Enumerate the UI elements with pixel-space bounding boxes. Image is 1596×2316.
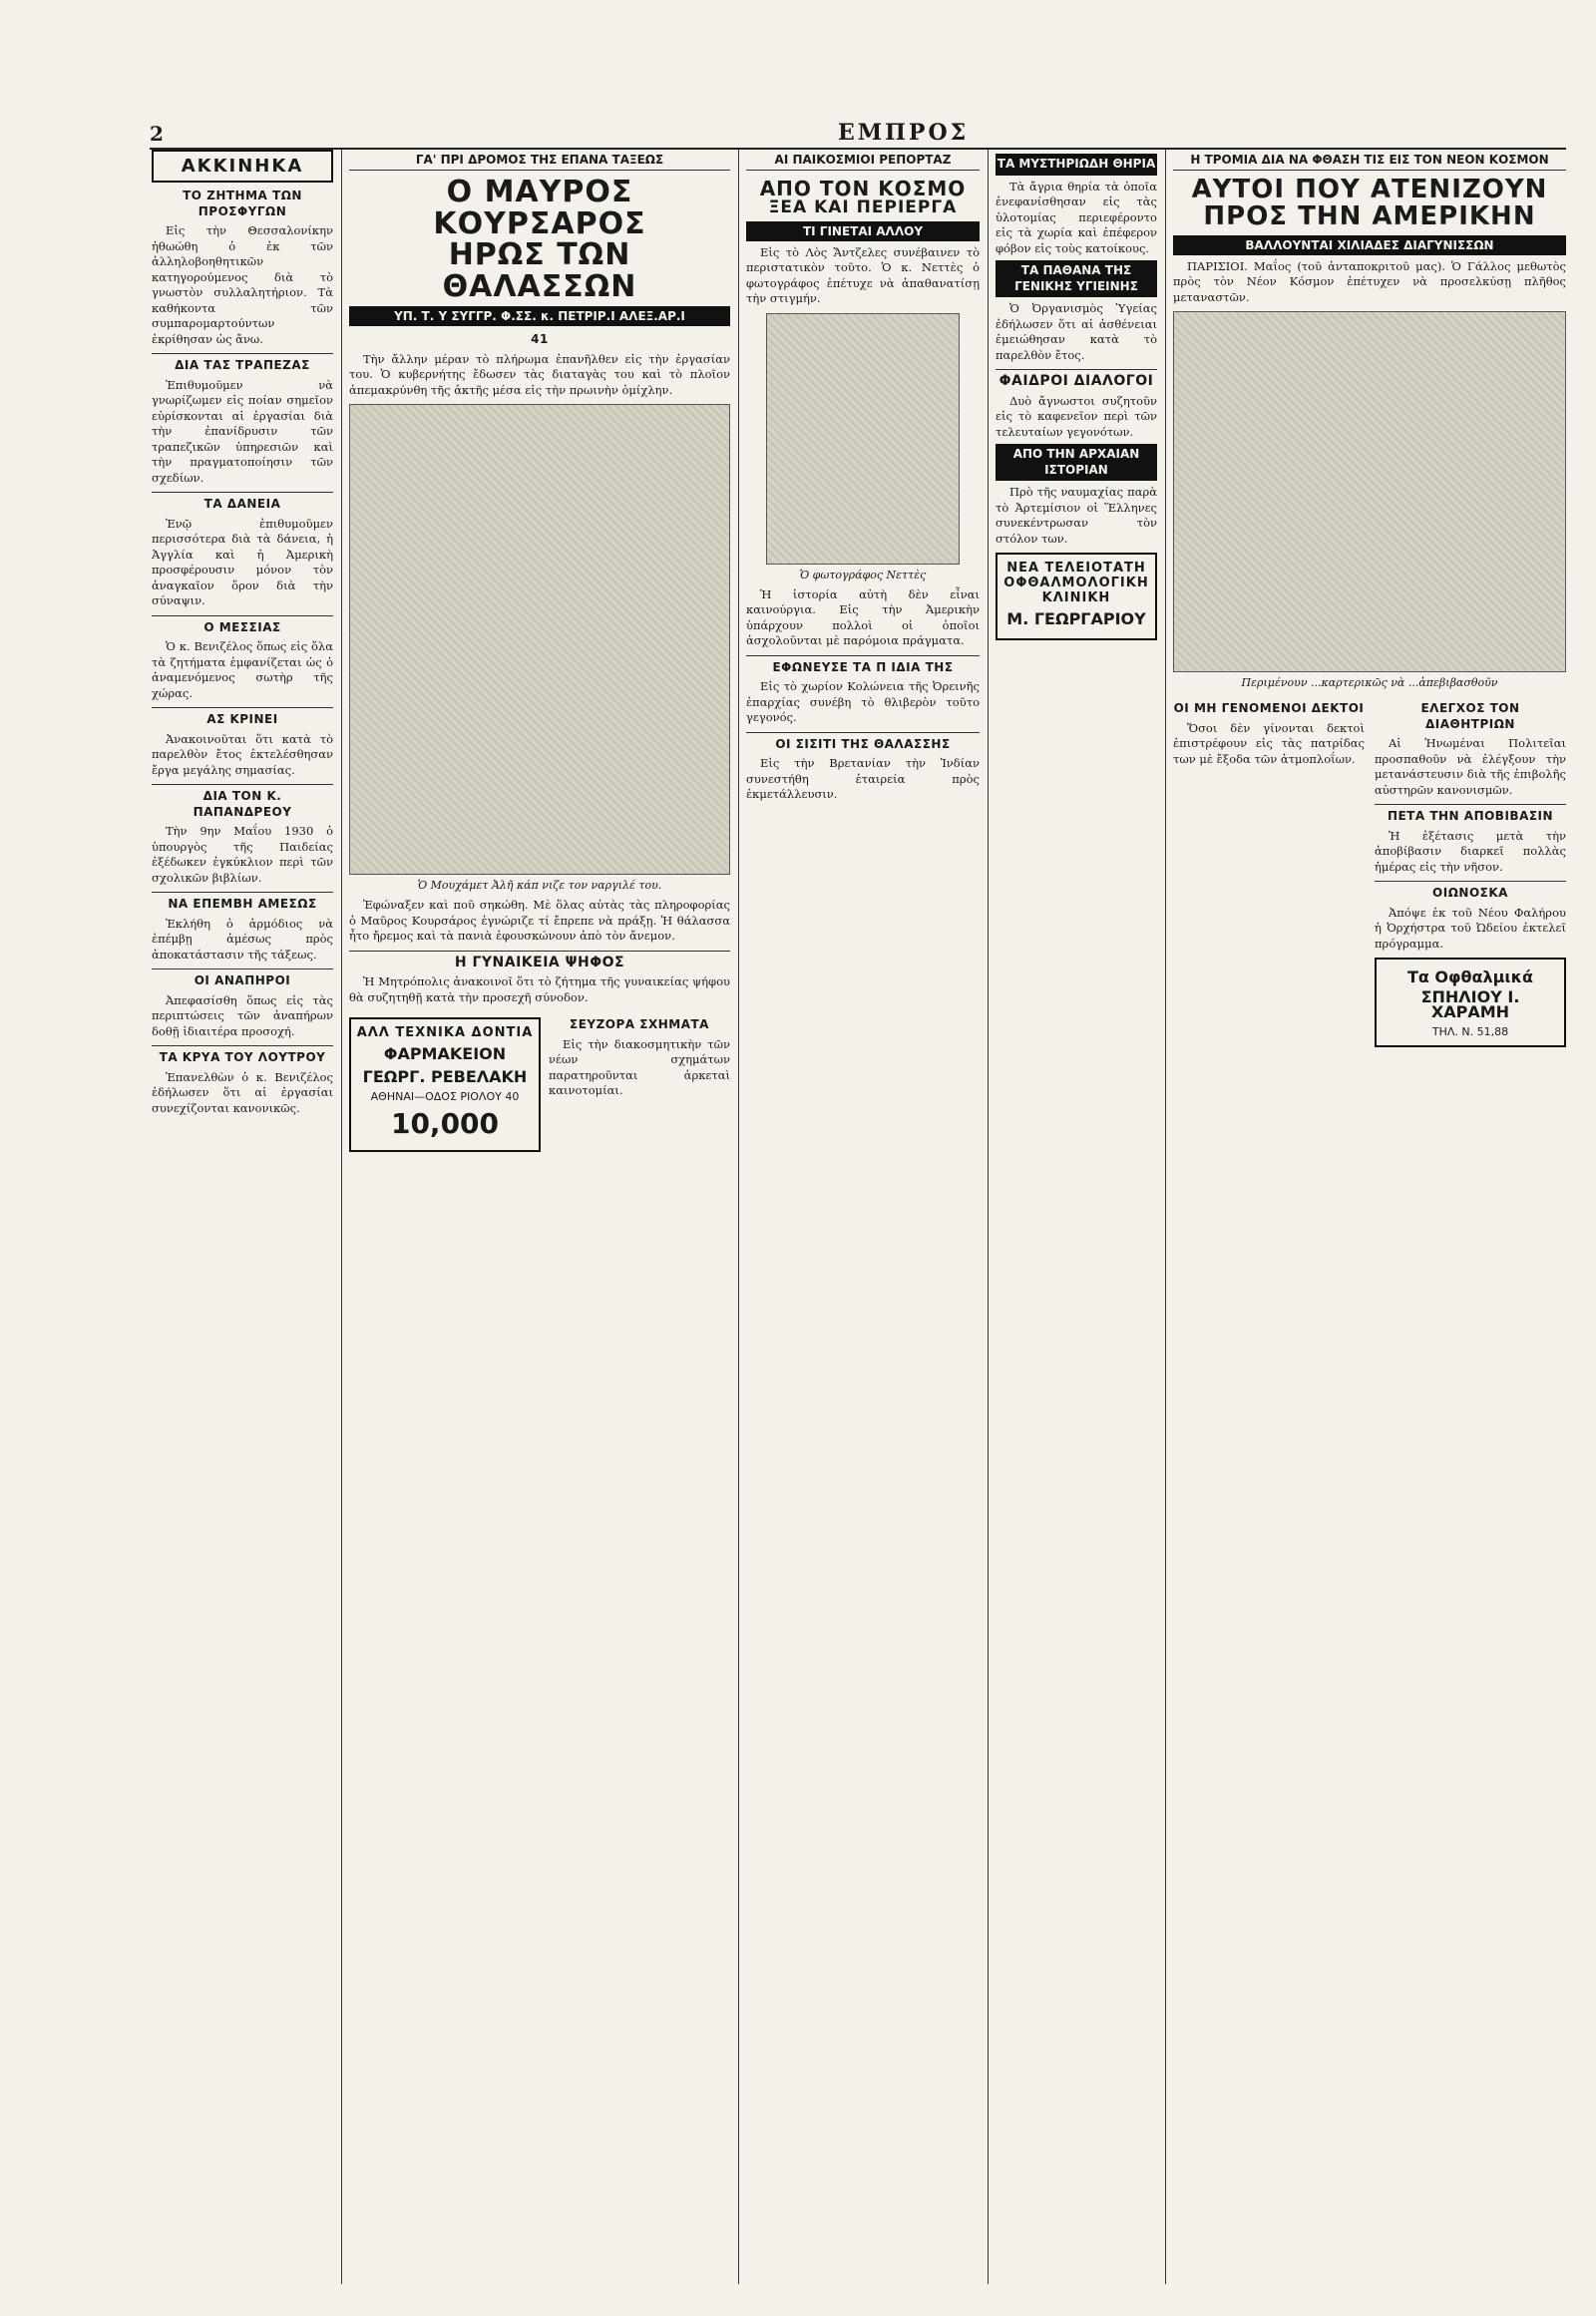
section-heading: ΦΑΙΔΡΟΙ ΔΙΑΛΟΓΟΙ — [996, 369, 1157, 390]
body-text: Ἐφώναξεν καὶ ποῦ σηκώθη. Μὲ ὅλας αὐτὰς τὰς πληροφορίας ὁ Μαῦρος Κουρσάρος ἐγνώριζε τί ἔπρεπε νὰ πράξῃ. Ἡ θάλασσα ἦτο ἤρεμος καὶ τὰ πανιὰ ἐφουσκώνουν ἀπὸ τὸν ἄνεμον. — [349, 898, 730, 943]
story-kicker: ΓΑ' ΠΡΙ ΔΡΟΜΟΣ ΤΗΣ ΕΠΑΝΑ ΤΑΞΕΩΣ — [349, 150, 730, 171]
section-heading: ΠΕΤΑ ΤΗΝ ΑΠΟΒΙΒΑΣΙΝ — [1375, 804, 1566, 825]
crowd-photo — [1173, 311, 1566, 672]
page-number: 2 — [150, 122, 164, 146]
section-text: Ἀνακοινοῦται ὅτι κατὰ τὸ παρελθὸν ἔτος ἐκτελέσθησαν ἔργα μεγάλης σημασίας. — [152, 731, 333, 777]
section-text: Ὁ κ. Βενιζέλος ὅπως εἰς ὅλα τὰ ζητήματα ἐμφανίζεται ὡς ὁ ἀναμενόμενος σωτὴρ τῆς χώρας. — [152, 639, 333, 700]
subcolumn-right — [1375, 695, 1566, 1053]
section-heading: ΤΟ ΖΗΤΗΜΑ ΤΩΝ ΠΡΟΣΦΥΓΩΝ — [183, 189, 302, 218]
story-headline: ΑΥΤΟΙ ΠΟΥ ΑΤΕΝΙΖΟΥΝ — [1191, 175, 1548, 204]
story-kicker: Η ΤΡΟΜΙΑ ΔΙΑ ΝΑ ΦΘΑΣΗ ΤΙΣ ΕΙΣ ΤΟΝ ΝΕΟΝ ΚΟΣΜΟΝ — [1173, 150, 1566, 171]
section-text: Ἀπόψε ἐκ τοῦ Νέου Φαλήρου ἡ Ὀρχήστρα τοῦ Ὠδείου ἐκτελεῖ πρόγραμμα. — [1375, 905, 1566, 951]
paper-name: ΕΜΠΡΟΣ — [838, 120, 970, 146]
section-heading: ΤΑ ΚΡΥΑ ΤΟΥ ΛΟΥΤΡΟΥ — [152, 1045, 333, 1066]
story-kicker: ΑΙ ΠΑΙΚΟΣΜΙΟΙ ΡΕΠΟΡΤΑΖ — [746, 150, 980, 171]
section-text: Ἀπεφασίσθη ὅπως εἰς τὰς περιπτώσεις τῶν ἀναπήρων δοθῇ ἰδιαιτέρα προσοχή. — [152, 992, 333, 1038]
section-heading: ΟΙ ΜΗ ΓΕΝΟΜΕΝΟΙ ΔΕΚΤΟΙ — [1173, 701, 1365, 716]
masthead — [150, 120, 1566, 150]
ad-line: ΝΕΑ ΤΕΛΕΙΟΤΑΤΗ — [1006, 561, 1146, 576]
section-text: Ἐπανελθὼν ὁ κ. Βενιζέλος ἐδήλωσεν ὅτι αἱ ἐργασίαι συνεχίζονται κανονικῶς. — [152, 1069, 333, 1115]
section-heading: ΕΛΕΓΧΟΣ ΤΟΝ ΔΙΑΘΗΤΡΙΩΝ — [1420, 701, 1520, 731]
section-strip: ΑΠΟ ΤΗΝ ΑΡΧΑΙΑΝ ΙΣΤΟΡΙΑΝ — [996, 444, 1157, 481]
instalment-number: 41 — [531, 332, 549, 346]
section-heading: ΟΙ ΑΝΑΠΗΡΟΙ — [152, 968, 333, 989]
column-rule — [1165, 150, 1166, 2284]
section-text: Πρὸ τῆς ναυμαχίας παρὰ τὸ Ἀρτεμίσιον οἱ Ἕλληνες συνεκέντρωσαν τὸν στόλον των. — [996, 485, 1157, 546]
story-headline-2: ΞΕΑ ΚΑΙ ΠΕΡΙΕΡΓΑ — [768, 197, 958, 217]
photo-caption: Περιμένουν ...καρτερικῶς νὰ ...ἀπεβιβασθοῦν — [1241, 676, 1498, 690]
body-text: Ἡ ἱστορία αὐτὴ δὲν εἶναι καινούργια. Εἰς τὴν Ἀμερικὴν ὑπάρχουν πολλοὶ οἱ ὁποῖοι ἀσχολοῦνται μὲ παρόμοια πράγματα. — [746, 586, 980, 648]
column-4 — [996, 150, 1157, 2284]
column-2 — [349, 150, 730, 2284]
section-strip: ΤΑ ΜΥΣΤΗΡΙΩΔΗ ΘΗΡΙΑ — [996, 154, 1157, 176]
column-title: ΑΚΚΙΝΗΚΑ — [152, 150, 333, 183]
section-text: Ἐνῷ ἐπιθυμοῦμεν περισσότερα διὰ τὰ δάνεια, ἡ Ἀγγλία καὶ ἡ Ἀμερικὴ προσφέρουσιν μόνον τὸν ἀναγκαῖον ὅρον διὰ τὴν σύναψιν. — [152, 516, 333, 607]
subcolumn-left — [1173, 695, 1365, 1053]
section-text: Εἰς τὴν Βρετανίαν τὴν Ἰνδίαν συνεστήθη ἑταιρεία πρὸς ἐκμετάλλευσιν. — [746, 756, 980, 802]
photo-caption: Ὁ Μουχάμετ Ἀλῆ κάπ νιζε τον ναργιλέ του. — [417, 879, 662, 892]
bottom-row — [349, 1011, 730, 1158]
story-headline-2: ΗΡΩΣ ΤΩΝ ΘΑΛΑΣΣΩΝ — [442, 237, 637, 304]
clinic-ad — [996, 553, 1157, 640]
story-headline: ΑΠΟ ΤΟΝ ΚΟΣΜΟ — [759, 177, 967, 200]
story-headline-2: ΠΡΟΣ ΤΗΝ ΑΜΕΡΙΚΗΝ — [1203, 201, 1536, 232]
ad-line: ΟΦΘΑΛΜΟΛΟΓΙΚΗ ΚΛΙΝΙΚΗ — [1003, 576, 1149, 605]
photo-caption: Ὁ φωτογράφος Νεττὲς — [799, 568, 927, 581]
section-text: Ἡ Μητρόπολις ἀνακοινοῖ ὅτι τὸ ζήτημα τῆς γυναικείας ψήφου θὰ συζητηθῇ κατὰ τὴν προσεχῆ σύνοδον. — [349, 974, 730, 1004]
section-text: Ἡ ἐξέτασις μετὰ τὴν ἀποβίβασιν διαρκεῖ πολλὰς ἡμέρας εἰς τὴν νῆσον. — [1375, 828, 1566, 874]
column-body — [152, 189, 333, 1116]
ad-line: ΤΗΛ. Ν. 51,88 — [1431, 1024, 1509, 1038]
column-rule — [988, 150, 989, 2284]
lead-text: Τὴν ἄλλην μέραν τὸ πλήρωμα ἐπανῆλθεν εἰς τὴν ἐργασίαν του. Ὁ κυβερνήτης ἔδωσεν τὰς διαταγὰς του καὶ τὸ πλοῖον ἀπεμακρύνθη τῆς ἀκτῆς μέσα εἰς τὴν πρωινὴν ὁμίχλην. — [349, 351, 730, 397]
section-text: Ὅσοι δὲν γίνονται δεκτοὶ ἐπιστρέφουν εἰς τὰς πατρίδας των μὲ ἔξοδα τῶν ἀτμοπλοΐων. — [1173, 720, 1365, 766]
section-strip: ΤΑ ΠΑΘΑΝΑ ΤΗΣ ΓΕΝΙΚΗΣ ΥΓΙΕΙΝΗΣ — [996, 260, 1157, 297]
section-text: Ὁ Ὀργανισμὸς Ὑγείας ἐδήλωσεν ὅτι αἱ ἀσθένειαι ἐμειώθησαν κατὰ τὸ παρελθὸν ἔτος. — [996, 301, 1157, 362]
section-text: Ἐπιθυμοῦμεν νὰ γνωρίζωμεν εἰς ποίαν σημεῖον εὑρίσκονται αἱ ἐργασίαι διὰ τὴν ἐπανίδρυσιν τῶν τραπεζικῶν ὑπηρεσιῶν καὶ τὴν πραγματοποίησιν τῶν σχεδίων. — [152, 377, 333, 485]
ad-line: Μ. ΓΕΩΡΓΑΡΙΟΥ — [1006, 609, 1146, 628]
lead-text: Εἰς τὸ Λὸς Ἄντζελες συνέβαινεν τὸ περιστατικὸν τοῦτο. Ὁ κ. Νεττὲς ὁ φωτογράφος ἐπέτυχε νὰ ἀπαθανατίσῃ τὴν στιγμήν. — [746, 244, 980, 306]
ad-line: ΦΑΡΜΑΚΕΙΟΝ — [383, 1044, 507, 1063]
section-text: Ἐκλήθη ὁ ἀρμόδιος νὰ ἐπέμβῃ ἀμέσως πρὸς ἀποκατάστασιν τῆς τάξεως. — [152, 916, 333, 962]
ad-line: ΣΠΗΛΙΟΥ Ι. ΧΑΡΑΜΗ — [1420, 986, 1520, 1022]
section-heading: ΤΑ ΔΑΝΕΙΑ — [152, 492, 333, 513]
story-lead — [349, 332, 730, 398]
ophthalmic-ad — [1375, 958, 1566, 1047]
column-rule — [341, 150, 342, 2284]
section-heading: ΔΙΑ ΤΟΝ Κ. ΠΑΠΑΝΔΡΕΟΥ — [152, 784, 333, 820]
section-text: Εἰς τὴν διακοσμητικὴν τῶν νέων σχημάτων παρατηροῦνται ἀρκεταὶ καινοτομίαι. — [549, 1036, 730, 1097]
column-rule — [738, 150, 739, 2284]
section-heading: ΣΕΥΖΟΡΑ ΣΧΗΜΑΤΑ — [570, 1017, 709, 1031]
section-heading: ΔΙΑ ΤΑΣ ΤΡΑΠΕΖΑΣ — [152, 353, 333, 374]
fashion-section — [549, 1011, 730, 1158]
column-5 — [1173, 150, 1566, 2284]
story-strip: ΒΑΛΛΟΥΝΤΑΙ ΧΙΛΙΑΔΕΣ ΔΙΑΓΥΝΙΣΣΩΝ — [1173, 235, 1566, 255]
section-text: Τὴν 9ην Μαΐου 1930 ὁ ὑπουργὸς τῆς Παιδείας ἐξέδωκεν ἐγκύκλιον περὶ τῶν σχολικῶν βιβλίων. — [152, 824, 333, 885]
lead-text: ΠΑΡΙΣΙΟΙ. Μαΐος (τοῦ ἀνταποκριτοῦ μας). Ὁ Γάλλος μεθωτὸς πρὸς τὸν Νέον Κόσμον ἐπέτυχεν νὰ προσελκύσῃ πλῆθος μεταναστῶν. — [1173, 258, 1566, 304]
section-heading: ΟΙΩΝΟΣΚΑ — [1375, 881, 1566, 902]
story-lead — [746, 245, 980, 307]
story-body — [746, 587, 980, 803]
story-headline: Ο ΜΑΥΡΟΣ ΚΟΥΡΣΑΡΟΣ — [433, 175, 646, 241]
story-body — [349, 898, 730, 1005]
ad-amount: 10,000 — [390, 1107, 500, 1140]
section-heading: Η ΓΥΝΑΙΚΕΙΑ ΨΗΦΟΣ — [349, 951, 730, 971]
column-body — [996, 154, 1157, 547]
section-heading: ΟΙ ΣΙΣΙΤΙ ΤΗΣ ΘΑΛΑΣΣΗΣ — [746, 732, 980, 753]
story-byline: ΥΠ. Τ. Υ ΣΥΓΓΡ. Φ.ΣΣ. κ. ΠΕΤΡΙΡ.Ι ΑΛΕΞ.ΑΡ.Ι — [349, 306, 730, 326]
story-strip: ΤΙ ΓΙΝΕΤΑΙ ΑΛΛΟΥ — [746, 221, 980, 241]
story-lead — [1173, 259, 1566, 306]
section-heading: Ο ΜΕΣΣΙΑΣ — [152, 615, 333, 636]
column-1 — [152, 150, 333, 2284]
two-subcolumns — [1173, 695, 1566, 1053]
section-heading: ΕΦΩΝΕΥΣΕ ΤΑ Π ΙΔΙΑ ΤΗΣ — [746, 655, 980, 676]
pharmacy-ad — [349, 1017, 541, 1152]
section-heading: ΝΑ ΕΠΕΜΒΗ ΑΜΕΣΩΣ — [152, 892, 333, 913]
illustration-photo — [349, 404, 730, 875]
ad-line: Τα Οφθαλμικά — [1406, 967, 1534, 987]
section-text: Εἰς τὴν Θεσσαλονίκην ἠθωώθη ὁ ἐκ τῶν ἀλληλοβοηθητικῶν κατηγορούμενος διὰ τὸ γνωστὸν συλλαλητήριον. Τὰ καθήκοντα τῶν συμπαρομαρτούντων ἐκρίθησαν ὡς ἄνω. — [152, 223, 333, 346]
lead-text: Τὰ ἄγρια θηρία τὰ ὁποῖα ἐνεφανίσθησαν εἰς τὰς ὑλοτομίας περιεφέροντο εἰς τὰ χωρία καὶ ἐπέφερον φόβον εἰς τοὺς κατοίκους. — [996, 179, 1157, 255]
portrait-photo — [766, 313, 960, 565]
ad-line: ΑΛΛ ΤΕΧΝΙΚΑ ΔΟΝΤΙΑ — [356, 1025, 534, 1040]
section-text: Εἰς τὸ χωρίον Κολώνεια τῆς Ὀρεινῆς ἐπαρχίας συνέβη τὸ θλιβερὸν τοῦτο γεγονός. — [746, 679, 980, 725]
column-3 — [746, 150, 980, 2284]
section-heading: ΑΣ ΚΡΙΝΕΙ — [152, 707, 333, 728]
section-text: Δυὸ ἄγνωστοι συζητοῦν εἰς τὸ καφενεῖον περὶ τῶν τελευταίων γεγονότων. — [996, 393, 1157, 439]
section-text: Αἱ Ἡνωμέναι Πολιτεῖαι προσπαθοῦν νὰ ἐλέγξουν τὴν μετανάστευσιν διὰ τῆς ἐπιβολῆς αὐστηρῶν κανονισμῶν. — [1375, 736, 1566, 797]
ad-line: ΓΕΩΡΓ. ΡΕΒΕΛΑΚΗ — [362, 1067, 528, 1086]
ad-line: ΑΘΗΝΑΙ—ΟΔΟΣ ΡΙΟΛΟΥ 40 — [370, 1090, 520, 1103]
